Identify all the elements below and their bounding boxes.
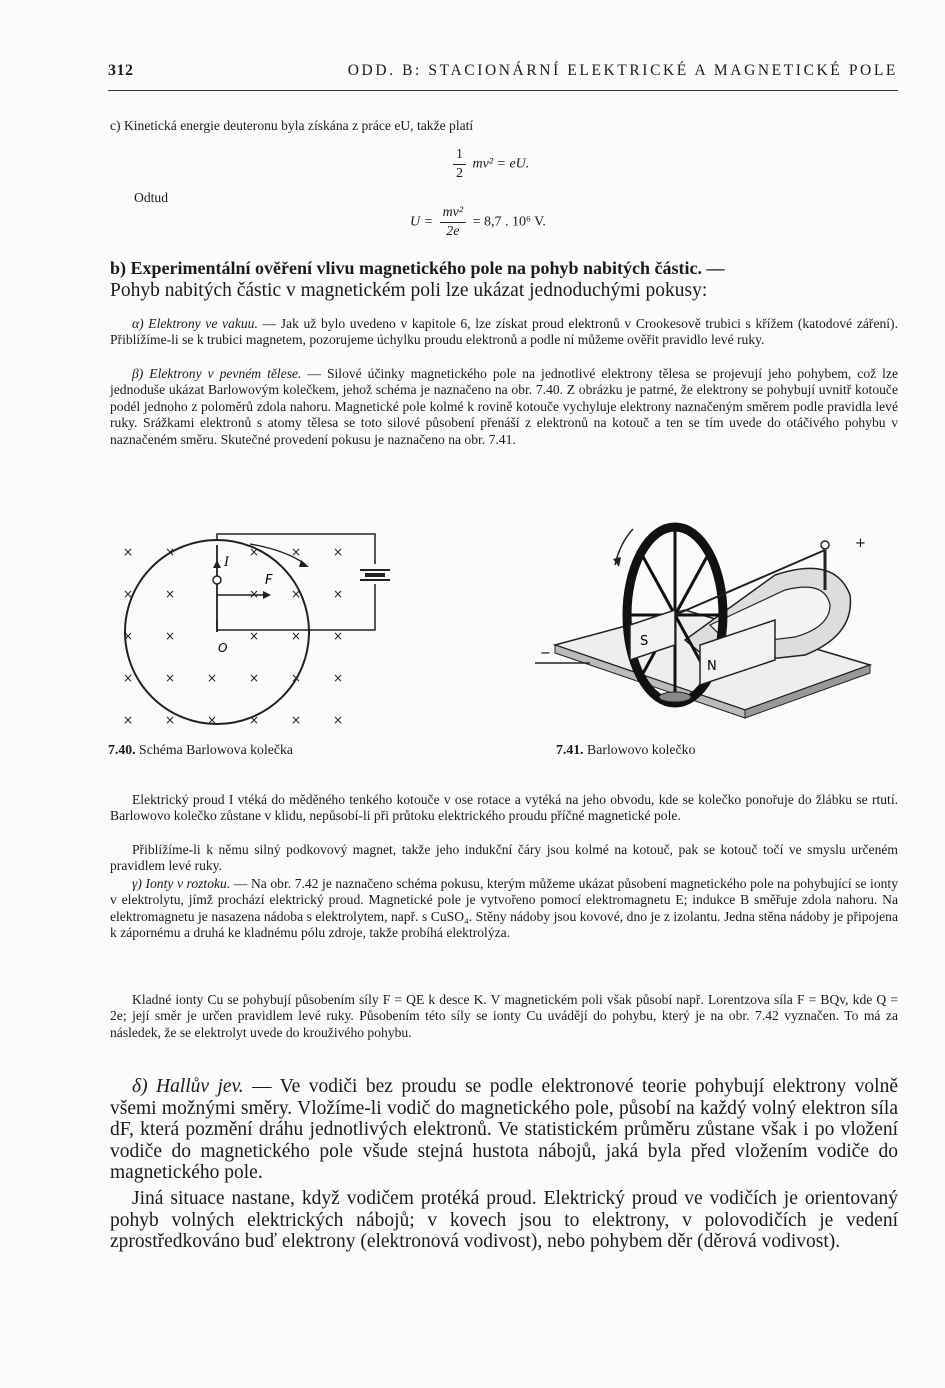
section-c-intro: c) Kinetická energie deuteronu byla získána z práce eU, takže platí [110,118,474,133]
equation-1-denominator: 2 [456,166,463,181]
gamma-paragraph [110,876,898,942]
gamma-paragraph-2: Kladné ionty Cu se pohybují působením síly F = QE k desce K. V magnetickém poli však působí např. Lorentzova síla F = BQv, kde Q = 2e; její směr je určen pravidlem levé ruky. Působením této síly se ionty Cu uvádějí do pohybu, který je na obr. 7.42 vyznačen. To má za následek, že se elektrolyt uvede do krouživého pohybu. [110,992,898,1040]
delta-paragraph [110,1076,898,1184]
field-cross: × [333,629,344,643]
field-cross: × [291,629,302,643]
field-cross: × [165,671,176,685]
equation-1-rest: mv² = eU. [472,156,530,172]
mercury-trough [659,692,691,702]
figure-7-41-caption-text: Barlowovo kolečko [587,742,696,757]
equation-2-rhs: = 8,7 . 10⁶ V. [472,214,546,230]
force-arrowhead [263,591,271,599]
field-cross: × [333,671,344,685]
section-b-heading [110,258,898,301]
label-S: S [640,634,649,649]
figure-7-40-caption-text: Schéma Barlowova kolečka [139,742,294,757]
equation-2-lhs: U = [410,214,434,230]
beta-label: β) Elektrony v pevném tělese. [132,366,302,381]
odtud-text: Odtud [134,190,168,205]
delta-paragraph-2: Jiná situace nastane, když vodičem protéká proud. Elektrický proud ve vodičích je orientovaný pohyb volných elektrických nábojů; v kovech jsou to elektrony, v polovodičích je vedení zprostředkováno buď elektrony (elektronová vodivost), nebo pohybem děr (děrová vodivost). [110,1188,898,1252]
equation-1-fraction [453,146,466,183]
page-number: 312 [108,62,134,79]
delta-label: δ) Hallův jev. [132,1076,244,1097]
label-F: F [265,573,273,588]
label-N: N [707,659,717,674]
field-cross: × [333,587,344,601]
field-cross: × [291,671,302,685]
equation-2-denominator: 2e [446,224,460,239]
label-plus: + [855,536,866,551]
header-rule [108,90,898,91]
figure-7-41-number: 7.41. [556,742,584,757]
section-b-lead: Pohyb nabitých částic v magnetickém poli lze ukázat jednoduchými pokusy: [110,279,708,301]
alpha-label: α) Elektrony ve vakuu. [132,316,258,331]
field-cross: × [123,671,134,685]
alpha-paragraph [110,316,898,349]
field-cross: × [291,545,302,559]
field-cross: × [249,629,260,643]
electron-symbol [213,576,221,584]
field-cross: × [123,587,134,601]
field-cross: × [165,713,176,727]
beta-text: — Silové účinky magnetického pole na jednotlivé elektrony tělesa se projevují jeho pohybem, což lze jednoduše ukázat Barlowovým kolečkem, jehož schéma je naznačeno na obr. 7.40. Z obrázku je patrné, že elektrony se pohybují uvnitř kotouče podél jednoho z poloměrů zdola nahoru. Magnetické pole kolmé k rovině kotouče vychyluje elektrony naznačeným směrem podle pravidla levé ruky. Srážkami elektronů s atomy tělesa se toto silové působení přenáší z elektronů na kotouč a ten se tím uvede do otáčivého pohybu v naznačeném směru. Skutečné provedení pokusu je naznačeno na obr. 7.41. [110,366,898,447]
field-cross: × [165,587,176,601]
field-cross: × [207,671,218,685]
field-cross: × [333,545,344,559]
field-cross: × [249,713,260,727]
label-O: O [218,641,228,655]
alpha-text: — Jak už bylo uvedeno v kapitole 6, lze získat proud elektronů v Crookesově trubici s křížem (katodové záření). Přiblížíme-li se k trubici magnetem, pozorujeme úchylku proudu elektronů a podle ní můžeme ověřit pravidlo levé ruky. [110,316,898,348]
beta-paragraph [110,366,898,448]
equation-2-numerator: mv² [440,204,467,223]
equation-2-fraction [440,204,467,241]
terminal-knob [821,541,829,549]
label-minus: − [540,646,551,661]
section-b-heading-text: b) Experimentální ověření vlivu magnetického pole na pohyb nabitých částic. — [110,258,725,278]
current-arrowhead [213,560,221,568]
figure-7-40-caption [108,742,293,758]
equation-1-numerator: 1 [453,146,466,165]
body-paragraph-1: Elektrický proud I vtéká do měděného tenkého kotouče v ose rotace a vytéká na jeho obvodu, kde se kolečko ponořuje do žlábku se rtutí. Barlowovo kolečko zůstane v klidu, nepůsobí-li při průtoku elektrického proudu příčné magnetické pole. [110,792,898,824]
equation-1 [450,146,529,183]
field-cross: × [249,587,260,601]
label-I: I [224,555,230,570]
equation-2 [410,204,546,241]
field-cross: × [291,713,302,727]
rotation-arrowhead [613,557,621,567]
gamma-label: γ) Ionty v roztoku. [132,876,231,891]
field-cross: × [333,713,344,727]
field-cross: × [165,545,176,559]
field-cross: × [291,587,302,601]
field-cross: × [207,713,218,727]
delta-text: — Ve vodiči bez proudu se podle elektronové teorie pohybují elektrony volně všemi možnými směry. Vložíme-li vodič do magnetického pole, působí na každý volný elektron síla dF, která pozmění dráhu jednotlivých elektronů. Ve statistickém průměru zůstane však i po vložení vodiče do magnetického pole všude stejná hustota nábojů, jaká byla před vložením vodiče do magnetického pole. [110,1076,898,1183]
gamma-text: — Na obr. 7.42 je naznačeno schéma pokusu, kterým můžeme ukázat působení magnetického pole na pohybující se ionty v elektrolytu, jímž prochází elektrický proud. Magnetické pole je vytvořeno pomocí elektromagnetu E; indukce B směřuje zdola nahoru. Na elektromagnetu je nasazena nádoba s elektrolytem, např. s CuSO₄. Stěny nádoby jsou kovové, dno je z izolantu. Jedna stěna nádoby je připojena k zápornému a druhá ke kladnému pólu zdroje, takže probíhá elektrolýza. [110,876,898,941]
field-cross: × [249,671,260,685]
figure-7-40-number: 7.40. [108,742,136,757]
field-cross: × [249,545,260,559]
figure-7-40-schema [105,520,425,735]
figure-7-41-apparatus [535,515,875,720]
running-title: ODD. B: STACIONÁRNÍ ELEKTRICKÉ A MAGNETICKÉ POLE [347,62,898,79]
figure-7-41-caption [556,742,695,758]
body-paragraph-2: Přiblížíme-li k němu silný podkovový magnet, takže jeho indukční čáry jsou kolmé na kotouč, pak se kotouč točí ve smyslu určeném pravidlem levé ruky. [110,842,898,874]
field-cross: × [123,545,134,559]
field-cross: × [165,629,176,643]
field-cross: × [123,629,134,643]
page-header [108,62,898,84]
field-cross: × [123,713,134,727]
